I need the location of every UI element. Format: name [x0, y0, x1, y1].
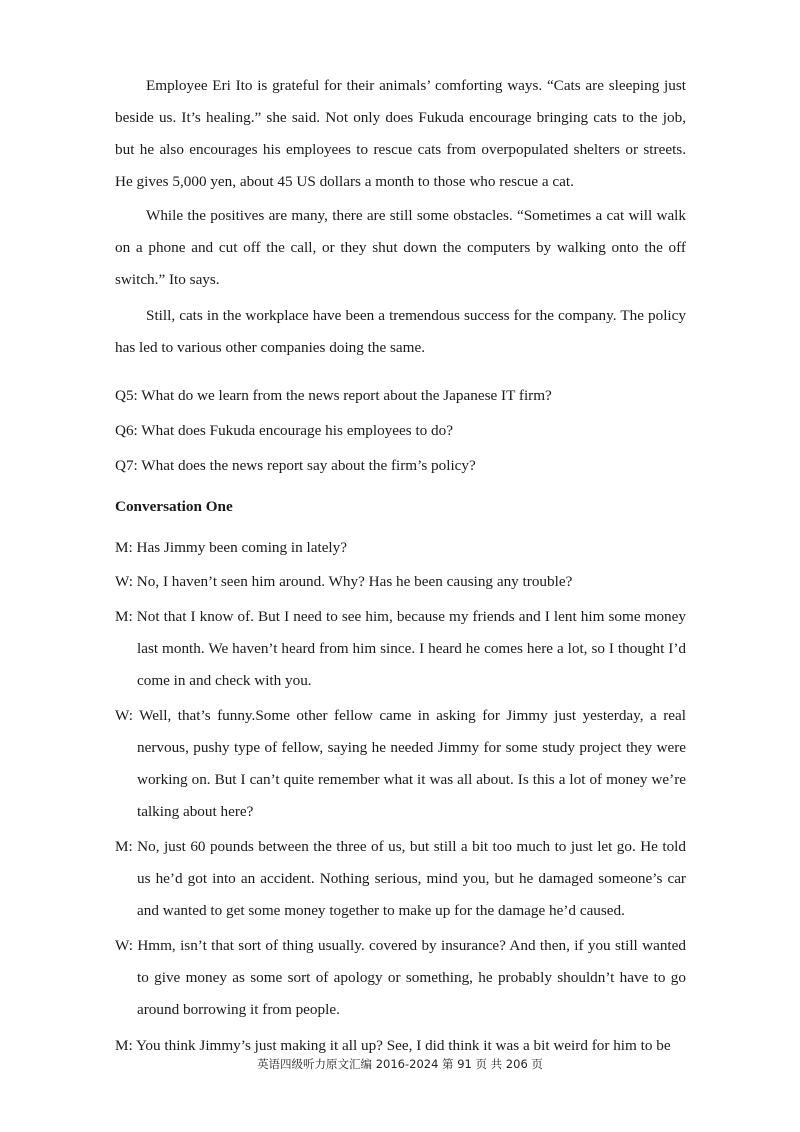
dialogue-turn: M: You think Jimmy’s just making it all up? See, I did think it was a bit weird for him to be	[115, 1037, 671, 1054]
dialogue-turn: M: Not that I know of. But I need to see him, because my friends and I lent him some money last month. We haven’t heard from him since. I heard he comes here a lot, so I thought I’d come in and check with you.	[115, 608, 686, 689]
paragraph-obstacles: While the positives are many, there are still some obstacles. “Sometimes a cat will walk on a phone and cut off the call, or they shut down the computers by walking onto the off switch.” Ito says.	[115, 207, 686, 288]
conversation-heading: Conversation One	[115, 498, 233, 515]
question-q5: Q5: What do we learn from the news report about the Japanese IT firm?	[115, 387, 552, 404]
paragraph-eri-ito: Employee Eri Ito is grateful for their animals’ comforting ways. “Cats are sleeping just beside us. It’s healing.” she said. Not only does Fukuda encourage bringing cats to the job, but he also encourages his employees to rescue cats from overpopulated shelters or streets. He gives 5,000 yen, about 45 US dollars a month to those who rescue a cat.	[115, 77, 686, 190]
dialogue-turn: W: Hmm, isn’t that sort of thing usually. covered by insurance? And then, if you still wanted to give money as some sort of apology or something, he probably shouldn’t have to go around borrowing it from people.	[115, 937, 686, 1018]
dialogue-turn: M: Has Jimmy been coming in lately?	[115, 539, 347, 556]
question-q6: Q6: What does Fukuda encourage his employees to do?	[115, 422, 453, 439]
dialogue-turn: M: No, just 60 pounds between the three of us, but still a bit too much to just let go. He told us he’d got into an accident. Nothing serious, mind you, but he damaged someone’s car and wanted to get some money together to make up for the damage he’d caused.	[115, 838, 686, 919]
page-footer: 英语四级听力原文汇编 2016-2024 第 91 页 共 206 页	[257, 1057, 543, 1071]
dialogue-turn: W: Well, that’s funny.Some other fellow came in asking for Jimmy just yesterday, a real nervous, pushy type of fellow, saying he needed Jimmy for some study project they were working on. But I can’t quite remember what it was all about. Is this a lot of money we’re talking about here?	[115, 707, 686, 820]
question-q7: Q7: What does the news report say about the firm’s policy?	[115, 457, 476, 474]
paragraph-success: Still, cats in the workplace have been a tremendous success for the company. The policy has led to various other companies doing the same.	[115, 307, 686, 356]
dialogue-turn: W: No, I haven’t seen him around. Why? Has he been causing any trouble?	[115, 573, 573, 590]
